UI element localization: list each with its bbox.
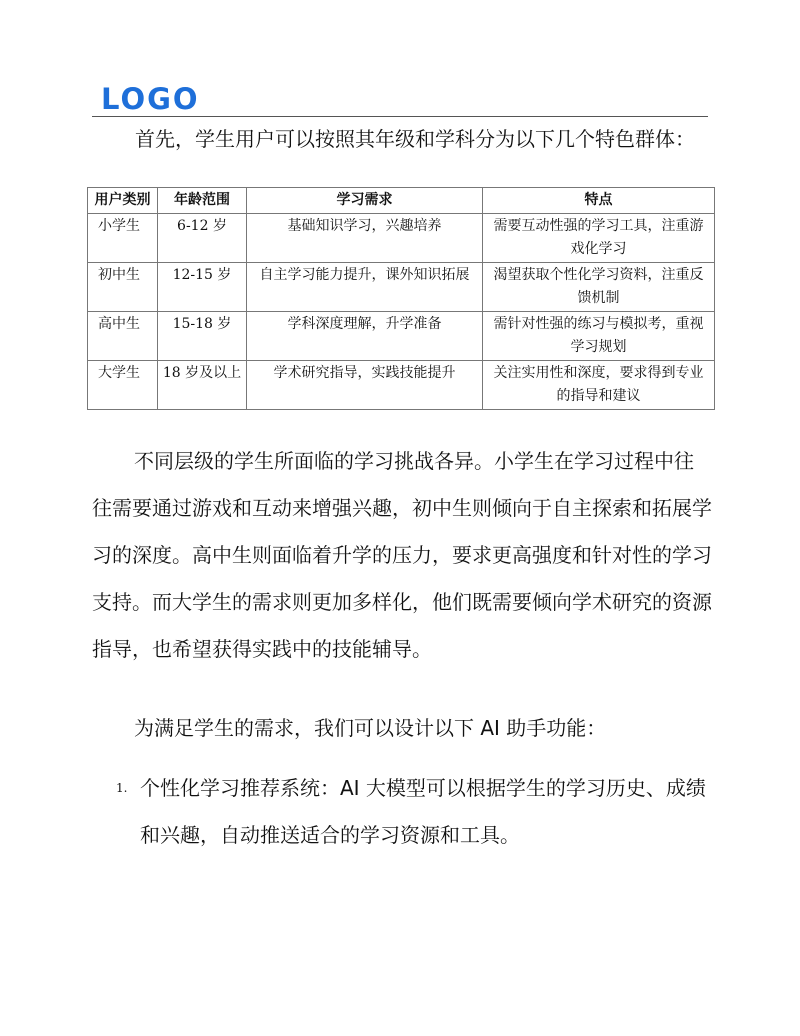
table-row — [88, 214, 715, 263]
table-cell: 自主学习能力提升，课外知识拓展 — [247, 263, 483, 312]
table-header-cell: 年龄范围 — [158, 188, 247, 214]
intro-text: 首先，学生用户可以按照其年级和学科分为以下几个特色群体： — [135, 127, 695, 151]
table-cell: 需针对性强的练习与模拟考，重视学习规划 — [483, 312, 715, 361]
logo: LOGO — [101, 82, 200, 116]
body-paragraph — [92, 438, 712, 673]
table-cell: 基础知识学习，兴趣培养 — [247, 214, 483, 263]
table-cell: 学术研究指导，实践技能提升 — [247, 361, 483, 410]
table-row — [88, 312, 715, 361]
table-cell: 12-15 岁 — [158, 263, 247, 312]
table-header-cell: 用户类别 — [88, 188, 158, 214]
table-cell: 18 岁及以上 — [158, 361, 247, 410]
paragraph-text: 不同层级的学生所面临的学习挑战各异。小学生在学习过程中往往需要通过游戏和互动来增强兴趣，初中生则倾向于自主探索和拓展学习的深度。高中生则面临着升学的压力，要求更高强度和针对性的学习支持。而大学生的需求则更加多样化，他们既需要倾向学术研究的资源指导，也希望获得实践中的技能辅导。 — [92, 449, 712, 661]
table-cell: 15-18 岁 — [158, 312, 247, 361]
table-row — [88, 361, 715, 410]
table-cell: 学科深度理解，升学准备 — [247, 312, 483, 361]
list-number: 1. — [116, 781, 128, 795]
table-cell: 初中生 — [88, 263, 158, 312]
paragraph-text: 为满足学生的需求，我们可以设计以下 AI 助手功能： — [134, 716, 607, 740]
table-header-row — [88, 188, 715, 214]
table-cell: 需要互动性强的学习工具，注重游戏化学习 — [483, 214, 715, 263]
table-cell: 关注实用性和深度，要求得到专业的指导和建议 — [483, 361, 715, 410]
table-cell: 大学生 — [88, 361, 158, 410]
body-paragraph — [92, 705, 712, 752]
table-cell: 6-12 岁 — [158, 214, 247, 263]
list-item — [116, 765, 706, 859]
table-cell: 渴望获取个性化学习资料，注重反馈机制 — [483, 263, 715, 312]
table-header-cell: 学习需求 — [247, 188, 483, 214]
table-header-cell: 特点 — [483, 188, 715, 214]
table-row — [88, 263, 715, 312]
list-text: 个性化学习推荐系统：AI 大模型可以根据学生的学习历史、成绩和兴趣，自动推送适合的学习资源和工具。 — [140, 776, 706, 847]
table-cell: 小学生 — [88, 214, 158, 263]
user-groups-table — [87, 187, 715, 410]
table-cell: 高中生 — [88, 312, 158, 361]
header-divider — [92, 116, 708, 117]
